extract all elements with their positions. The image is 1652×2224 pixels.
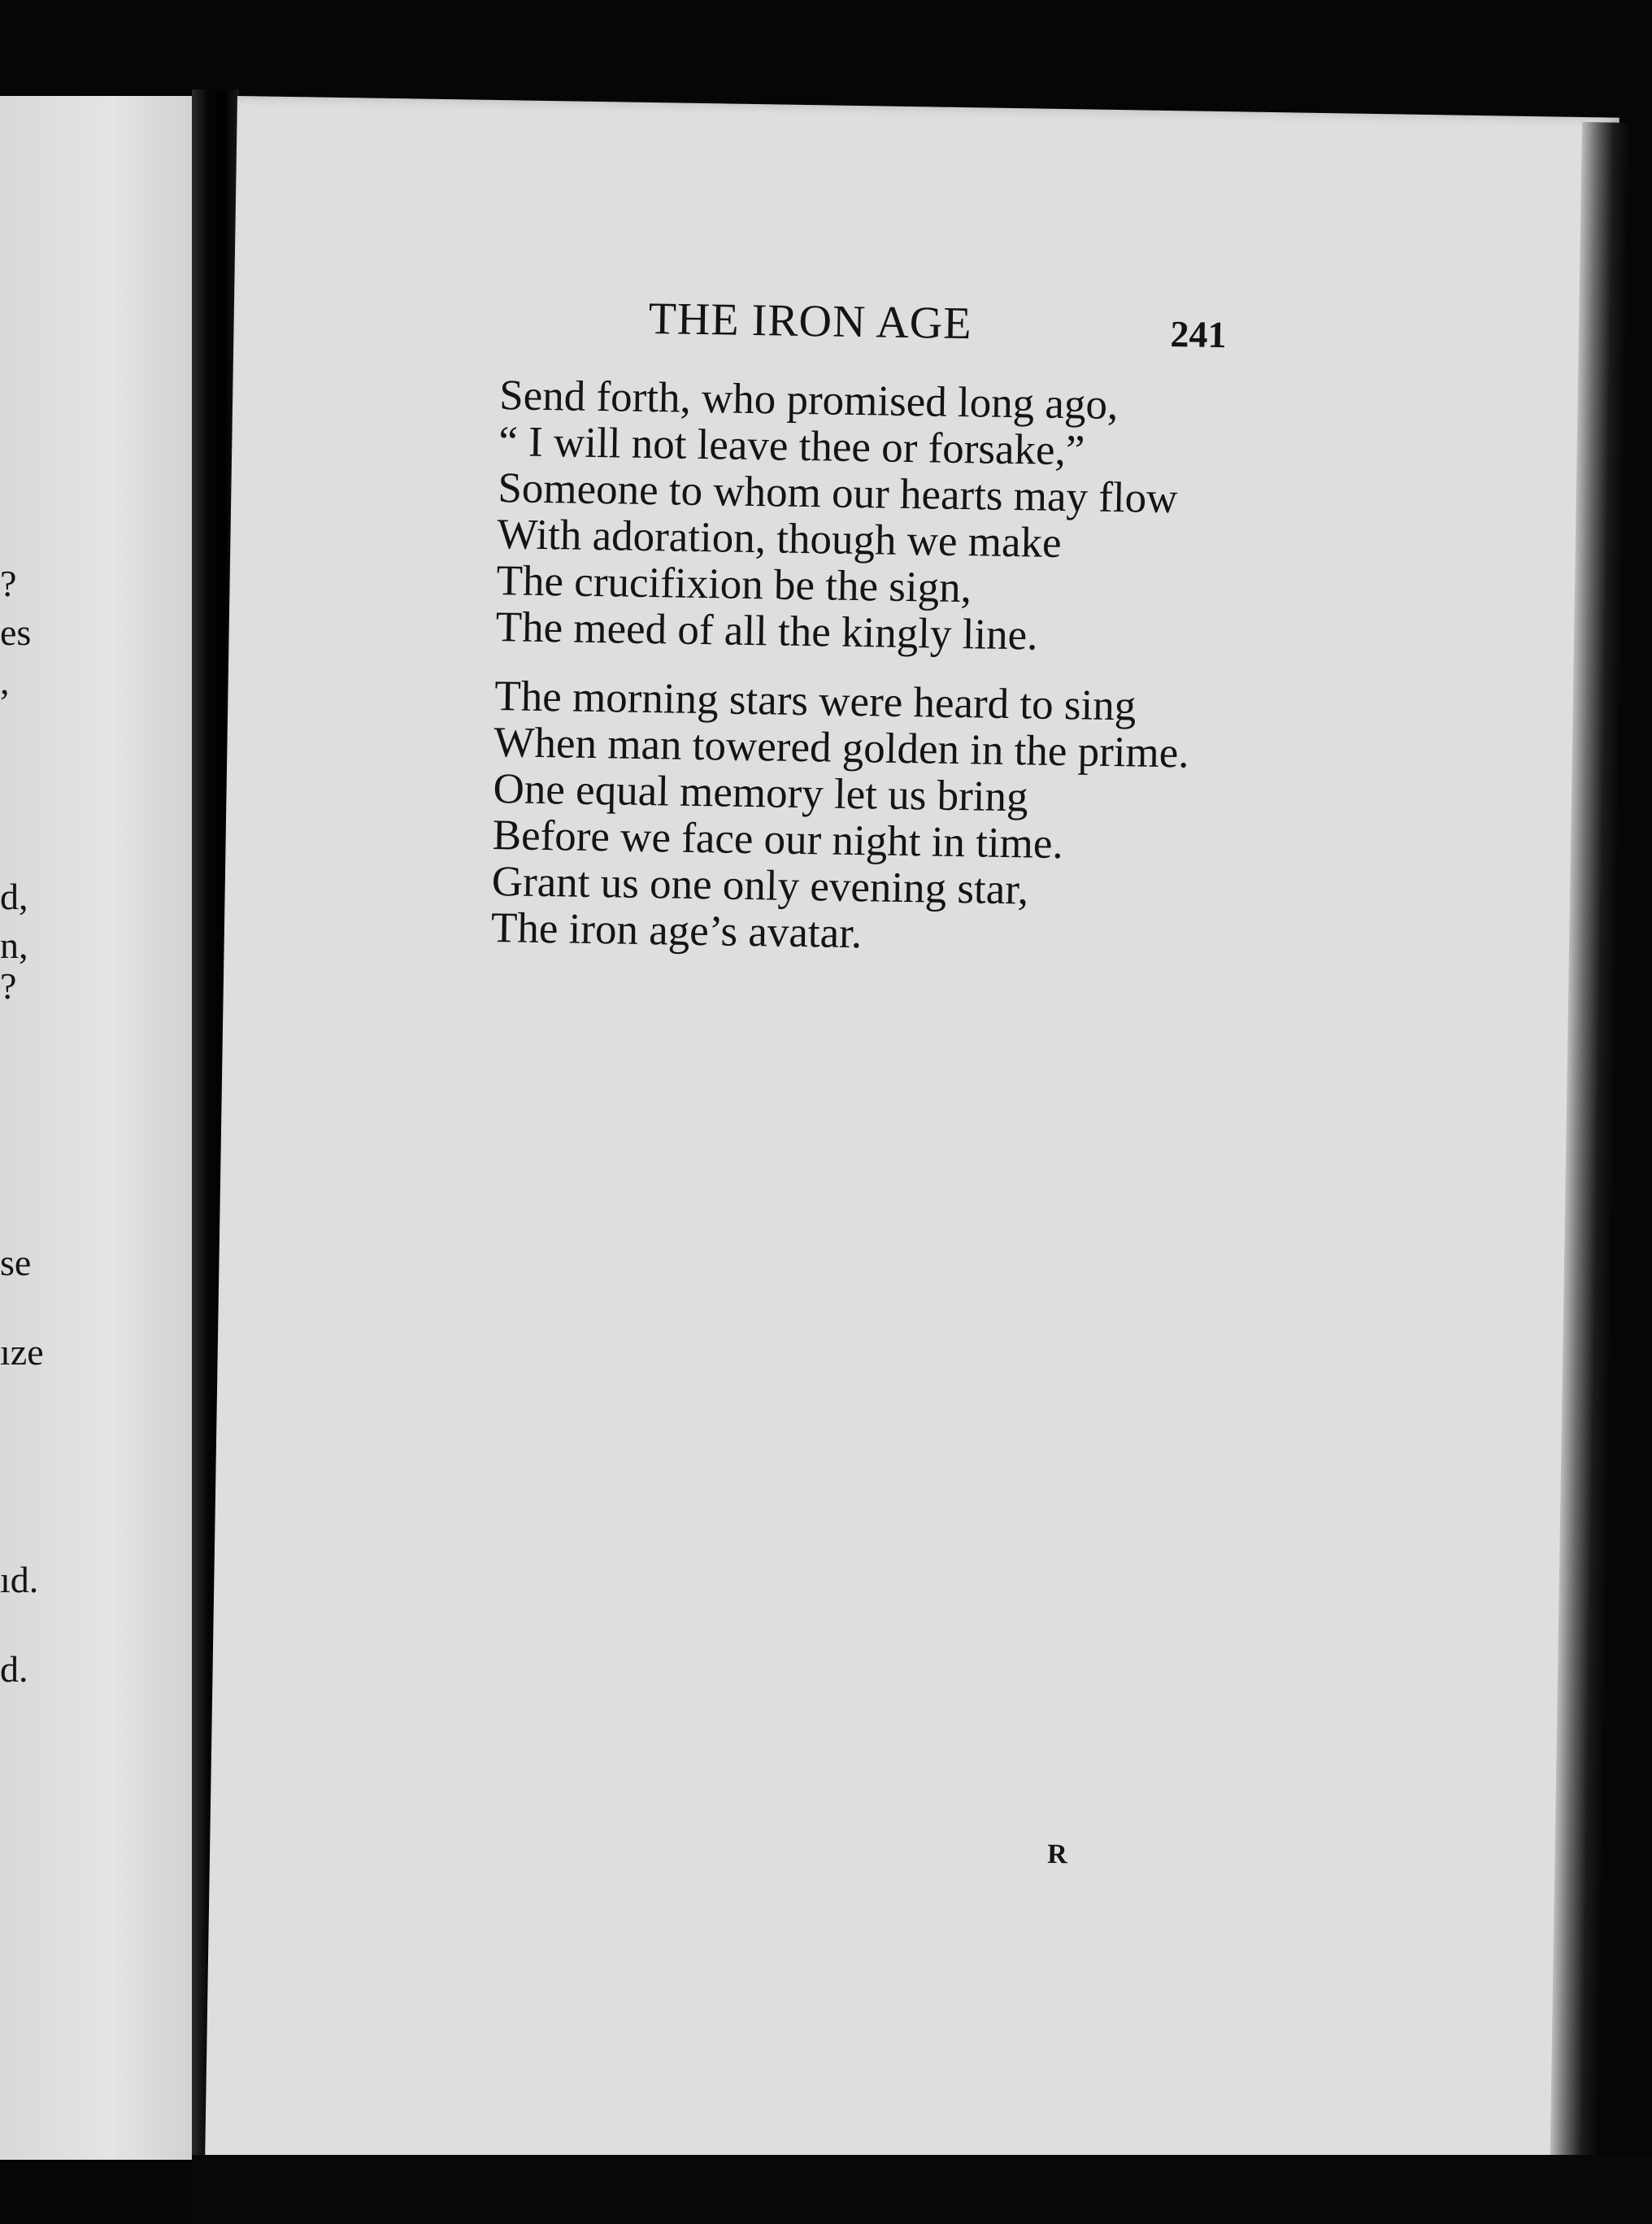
verse-line: The morning stars were heard to sing: [493, 672, 1137, 730]
signature-mark: R: [1046, 1839, 1068, 1870]
previous-page-fragment: ıd.: [0, 1559, 39, 1600]
book-page: [205, 96, 1619, 2207]
previous-page-fragment: ıze: [0, 1331, 44, 1373]
verse-line: The crucifixion be the sign,: [496, 557, 972, 612]
previous-page-edge: [0, 96, 203, 2160]
verse-line: One equal memory let us bring: [493, 765, 1028, 821]
page-number: 241: [1170, 313, 1227, 356]
running-head: THE IRON AGE: [648, 293, 972, 350]
previous-page-fragment: ?: [0, 563, 17, 604]
poem-stanza: [491, 673, 1190, 962]
verse-line: Before we face our night in time.: [492, 812, 1064, 868]
verse-line: Send forth, who promised long ago,: [498, 372, 1119, 429]
verse-line: Grant us one only evening star,: [491, 858, 1029, 914]
poem-stanza: [495, 372, 1179, 661]
previous-page-fragment: d,: [0, 876, 28, 917]
verse-line: “ I will not leave thee or forsake,”: [498, 418, 1085, 475]
previous-page-fragment: es: [0, 611, 32, 653]
verse-line: The meed of all the kingly line.: [495, 603, 1038, 659]
previous-page-fragment: ,: [0, 660, 10, 702]
verse-line: Someone to whom our hearts may flow: [498, 464, 1178, 523]
page-bottom-shadow: [192, 2155, 1652, 2224]
previous-page-fragment: n,: [0, 925, 28, 966]
verse-line: The iron age’s avatar.: [490, 904, 863, 958]
previous-page-fragment: se: [0, 1242, 32, 1283]
verse-line: When man towered golden in the prime.: [493, 719, 1189, 777]
previous-page-fragment: d.: [0, 1648, 28, 1690]
verse-line: With adoration, though we make: [497, 511, 1062, 567]
previous-page-fragment: ?: [0, 965, 17, 1007]
